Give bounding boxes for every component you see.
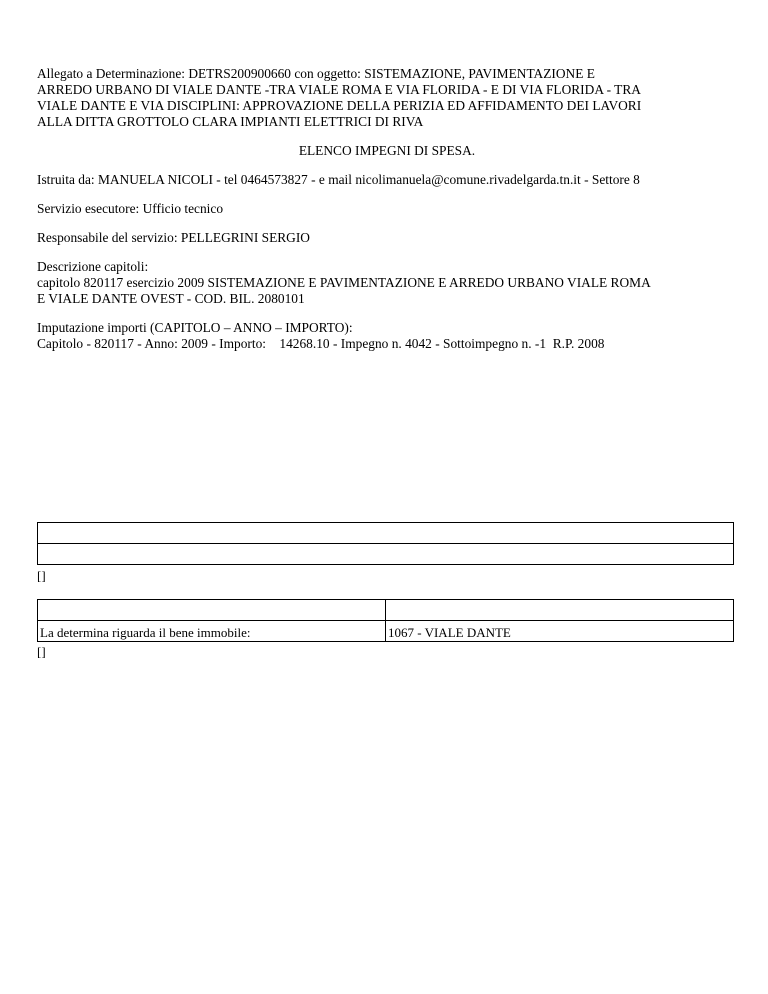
- header-line-4: ALLA DITTA GROTTOLO CLARA IMPIANTI ELETTRICI DI RIVA: [37, 114, 424, 129]
- imputazione-section: [37, 320, 737, 352]
- imputazione-heading: Imputazione importi (CAPITOLO – ANNO – IMPORTO):: [37, 320, 353, 335]
- document-body: [37, 66, 737, 365]
- table-cell: [386, 600, 734, 621]
- bracket-marker-2: []: [37, 644, 46, 659]
- capitoli-line-2: E VIALE DANTE OVEST - COD. BIL. 2080101: [37, 291, 305, 306]
- table-cell: [38, 544, 734, 565]
- header-line-2: ARREDO URBANO DI VIALE DANTE -TRA VIALE ROMA E VIA FLORIDA - E DI VIA FLORIDA - TRA: [37, 82, 641, 97]
- table-cell: [38, 600, 386, 621]
- empty-table: [37, 522, 734, 565]
- header-line-3: VIALE DANTE E VIA DISCIPLINI: APPROVAZIONE DELLA PERIZIA ED AFFIDAMENTO DEI LAVORI: [37, 98, 642, 113]
- bracket-marker-1: []: [37, 568, 46, 583]
- table-cell: [38, 523, 734, 544]
- capitoli-heading: Descrizione capitoli:: [37, 259, 149, 274]
- table-row: [38, 600, 734, 621]
- immobile-table: [37, 599, 734, 642]
- header-line-1: Allegato a Determinazione: DETRS200900660 con oggetto: SISTEMAZIONE, PAVIMENTAZIONE E: [37, 66, 595, 81]
- table-row: [38, 544, 734, 565]
- attachment-header: [37, 66, 737, 130]
- responsabile-line: Responsabile del servizio: PELLEGRINI SERGIO: [37, 230, 310, 245]
- istruita-line: Istruita da: MANUELA NICOLI - tel 0464573827 - e mail nicolimanuela@comune.rivadelgarda.tn.it - Settore 8: [37, 172, 640, 187]
- document-title: ELENCO IMPEGNI DI SPESA.: [298, 143, 476, 158]
- table-row: [38, 621, 734, 642]
- capitoli-line-1: capitolo 820117 esercizio 2009 SISTEMAZIONE E PAVIMENTAZIONE E ARREDO URBANO VIALE ROMA: [37, 275, 651, 290]
- imputazione-row: Capitolo - 820117 - Anno: 2009 - Importo: 14268.10 - Impegno n. 4042 - Sottoimpegno n. -1 R.P. 2008: [37, 336, 605, 351]
- servizio-line: Servizio esecutore: Ufficio tecnico: [37, 201, 224, 216]
- table-row: [38, 523, 734, 544]
- immobile-label: La determina riguarda il bene immobile:: [38, 621, 386, 642]
- capitoli-section: [37, 259, 737, 307]
- immobile-value: 1067 - VIALE DANTE: [386, 621, 734, 642]
